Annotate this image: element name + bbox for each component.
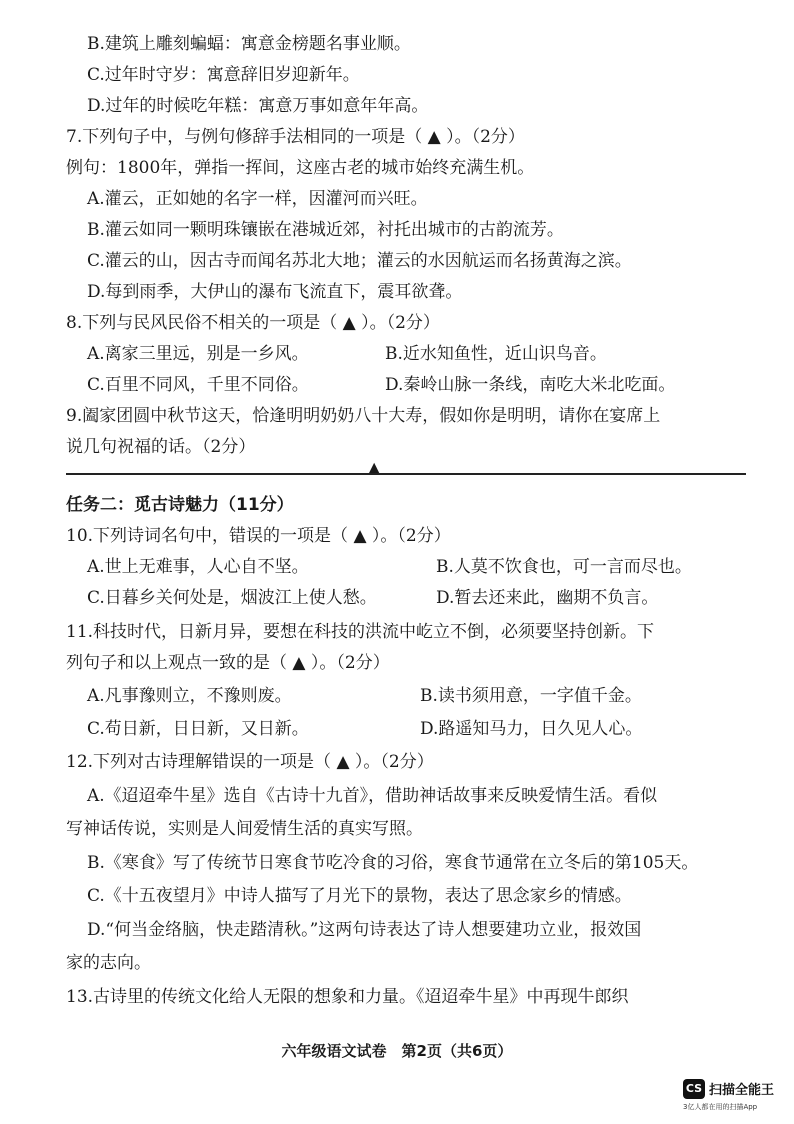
watermark-slogan: 3亿人都在用的扫描App (683, 1103, 758, 1111)
q12-option-c: C.《十五夜望月》中诗人描写了月光下的景物，表达了思念家乡的情感。 (87, 886, 632, 906)
q10-option-c: C.日暮乡关何处是，烟波江上使人愁。 (87, 588, 377, 608)
q11-options-row-2 (0, 717, 794, 741)
q8-option-c: C.百里不同风，千里不同俗。 (87, 375, 309, 395)
q11-options-row-1 (0, 684, 794, 708)
q11-option-a: A.凡事豫则立，不豫则废。 (87, 686, 292, 706)
q12-option-a-line-2: 写神话传说，实则是人间爱情生活的真实写照。 (66, 819, 423, 839)
q7-stem: 7.下列句子中，与例句修辞手法相同的一项是（ ▲ ）。（2分） (66, 127, 525, 147)
q12-option-b: B.《寒食》写了传统节日寒食节吃冷食的习俗，寒食节通常在立冬后的第105天。 (87, 853, 699, 873)
q12-option-d-line-1: D.“何当金络脑，快走踏清秋。”这两句诗表达了诗人想要建功立业，报效国 (87, 920, 642, 940)
q8-options-row-1 (0, 342, 794, 366)
q10-option-d: D.暂去还来此，幽期不负言。 (436, 588, 659, 608)
q10-option-a: A.世上无难事，人心自不坚。 (87, 557, 309, 577)
watermark-app-name: 扫描全能王 (709, 1083, 775, 1098)
q7-option-b: B.灌云如同一颗明珠镶嵌在港城近郊，衬托出城市的古韵流芳。 (87, 220, 564, 240)
q12-stem: 12.下列对古诗理解错误的一项是（ ▲ ）。（2分） (66, 752, 434, 772)
q7-example: 例句：1800年，弹指一挥间，这座古老的城市始终充满生机。 (66, 158, 535, 178)
q8-stem: 8.下列与民风民俗不相关的一项是（ ▲ ）。（2分） (66, 313, 440, 333)
scanner-watermark (683, 1078, 793, 1118)
q12-option-a-line-1: A.《迢迢牵牛星》选自《古诗十九首》，借助神话故事来反映爱情生活。看似 (87, 786, 658, 806)
q6-option-b: B.建筑上雕刻蝙蝠：寓意金榜题名事业顺。 (87, 34, 411, 54)
q9-stem-line-1: 9.阖家团圆中秋节这天，恰逢明明奶奶八十大寿，假如你是明明，请你在宴席上 (66, 406, 661, 426)
q10-stem: 10.下列诗词名句中，错误的一项是（ ▲ ）。（2分） (66, 526, 451, 546)
q7-option-a: A.灌云，正如她的名字一样，因灌河而兴旺。 (87, 189, 428, 209)
q10-options-row-1 (0, 555, 794, 579)
q8-option-b: B.近水知鱼性，近山识鸟音。 (385, 344, 607, 364)
q9-answer-triangle: ▲ (368, 458, 381, 477)
q10-option-b: B.人莫不饮食也，可一言而尽也。 (436, 557, 692, 577)
q7-option-c: C.灌云的山，因古寺而闻名苏北大地；灌云的水因航运而名扬黄海之滨。 (87, 251, 632, 271)
q8-options-row-2 (0, 373, 794, 397)
q11-option-d: D.路遥知马力，日久见人心。 (420, 719, 643, 739)
task2-heading: 任务二：觅古诗魅力（11分） (66, 495, 294, 515)
q11-option-b: B.读书须用意，一字值千金。 (420, 686, 642, 706)
q8-option-a: A.离家三里远，别是一乡风。 (87, 344, 309, 364)
cs-logo-icon: CS (683, 1079, 705, 1099)
q6-option-d: D.过年的时候吃年糕：寓意万事如意年年高。 (87, 96, 429, 116)
q10-options-row-2 (0, 586, 794, 610)
q11-option-c: C.苟日新，日日新，又日新。 (87, 719, 309, 739)
page-footer: 六年级语文试卷 第2页（共6页） (281, 1042, 513, 1060)
answer-line (66, 473, 746, 475)
q7-option-d: D.每到雨季，大伊山的瀑布飞流直下，震耳欲聋。 (87, 282, 463, 302)
q13-stem: 13.古诗里的传统文化给人无限的想象和力量。《迢迢牵牛星》中再现牛郎织 (66, 987, 629, 1007)
q11-stem-line-1: 11.科技时代，日新月异，要想在科技的洪流中屹立不倒，必须要坚持创新。下 (66, 622, 655, 642)
q6-option-c: C.过年时守岁：寓意辞旧岁迎新年。 (87, 65, 360, 85)
q9-stem-line-2: 说几句祝福的话。（2分） (66, 437, 256, 457)
q8-option-d: D.秦岭山脉一条线，南吃大米北吃面。 (385, 375, 676, 395)
q11-stem-line-2: 列句子和以上观点一致的是（ ▲ ）。（2分） (66, 653, 390, 673)
q12-option-d-line-2: 家的志向。 (66, 953, 151, 973)
